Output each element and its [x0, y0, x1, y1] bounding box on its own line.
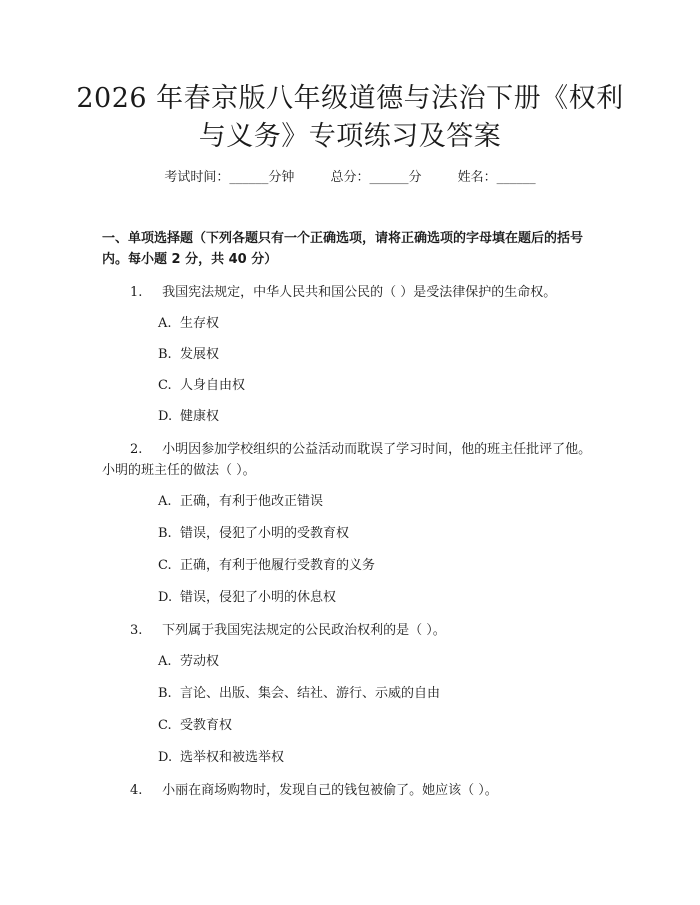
- total-score-field: 总分：______分: [330, 170, 422, 185]
- option-text: 正确，有利于他改正错误: [180, 494, 324, 509]
- document-title-line2: 与义务》专项练习及答案: [198, 121, 502, 152]
- question-1: [102, 282, 602, 303]
- option-text: 受教育权: [180, 718, 233, 733]
- exam-meta: [0, 168, 700, 188]
- q3-option-a: [158, 652, 598, 672]
- option-text: 言论、出版、集会、结社、游行、示威的自由: [180, 686, 441, 701]
- question-text: 小丽在商场购物时，发现自己的钱包被偷了。她应该（ ）。: [162, 783, 498, 798]
- option-letter: C.: [158, 558, 172, 573]
- question-text: 小明因参加学校组织的公益活动而耽误了学习时间，他的班主任批评了他。小明的班主任的做法（ ）。: [102, 442, 592, 478]
- question-number: 2.: [130, 442, 143, 457]
- question-4: [102, 780, 602, 801]
- option-text: 错误，侵犯了小明的休息权: [180, 590, 337, 605]
- option-letter: B.: [158, 347, 172, 362]
- q1-option-d: [158, 407, 598, 427]
- option-text: 选举权和被选举权: [180, 750, 285, 765]
- option-text: 发展权: [180, 347, 220, 362]
- question-text: 下列属于我国宪法规定的公民政治权利的是（ ）。: [162, 623, 446, 638]
- option-text: 正确，有利于他履行受教育的义务: [180, 558, 376, 573]
- q2-option-b: [158, 524, 598, 544]
- option-text: 劳动权: [180, 654, 220, 669]
- option-letter: C.: [158, 378, 172, 393]
- question-number: 1.: [130, 285, 143, 300]
- option-letter: A.: [158, 654, 172, 669]
- q3-option-c: [158, 716, 598, 736]
- q3-option-b: [158, 684, 598, 704]
- option-text: 错误，侵犯了小明的受教育权: [180, 526, 350, 541]
- question-number: 3.: [130, 623, 143, 638]
- question-text: 我国宪法规定，中华人民共和国公民的（ ）是受法律保护的生命权。: [162, 285, 557, 300]
- option-letter: D.: [158, 590, 173, 605]
- document-title-line1: 2026 年春京版八年级道德与法治下册《权利: [76, 83, 624, 114]
- option-letter: D.: [158, 750, 173, 765]
- student-name-field: 姓名：______: [457, 170, 536, 185]
- option-letter: B.: [158, 686, 172, 701]
- q2-option-a: [158, 492, 598, 512]
- option-letter: B.: [158, 526, 172, 541]
- section-heading: 一、单项选择题（下列各题只有一个正确选项，请将正确选项的字母填在题后的括号内。每小题 2 分，共 40 分）: [102, 231, 584, 267]
- option-text: 健康权: [180, 409, 220, 424]
- option-text: 生存权: [180, 316, 220, 331]
- option-text: 人身自由权: [180, 378, 246, 393]
- question-number: 4.: [130, 783, 143, 798]
- q1-option-c: [158, 376, 598, 396]
- option-letter: A.: [158, 316, 172, 331]
- question-3: [102, 620, 602, 641]
- q2-option-c: [158, 556, 598, 576]
- option-letter: D.: [158, 409, 173, 424]
- q3-option-d: [158, 748, 598, 768]
- exam-time-field: 考试时间：______分钟: [164, 170, 295, 185]
- q1-option-b: [158, 345, 598, 365]
- q2-option-d: [158, 588, 598, 608]
- option-letter: C.: [158, 718, 172, 733]
- question-2: [102, 439, 602, 481]
- q1-option-a: [158, 314, 598, 334]
- option-letter: A.: [158, 494, 172, 509]
